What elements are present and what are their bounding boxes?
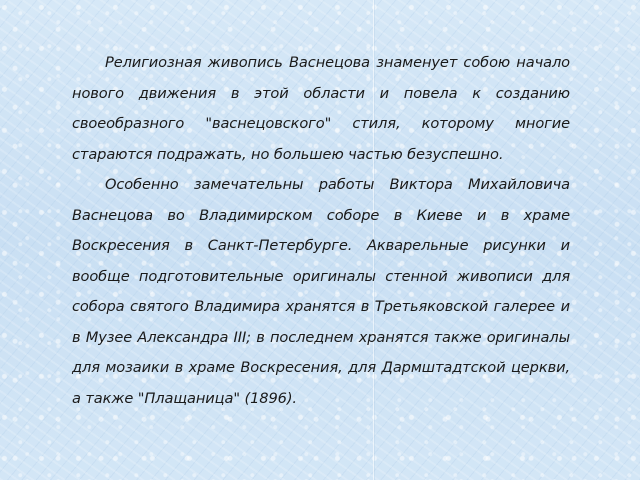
paragraph-1: Религиозная живопись Васнецова знаменует собою начало нового движения в этой области и повела к созданию своеобразного "васнецовского" стиля, которому многие стараются подражать, но большею частью безуспешно. bbox=[72, 54, 570, 163]
text-block bbox=[72, 48, 570, 414]
paragraph-2: Особенно замечательны работы Виктора Михайловича Васнецова во Владимирском соборе в Киеве и в храме Воскресения в Санкт-Петербурге. Акварельные рисунки и вообще подготовительные оригиналы стенной живописи для собора святого Владимира хранятся в Третьяковской галерее и в Музее Александра III; в последнем хранятся также оригиналы для мозаики в храме Воскресения, для Дармштадтской церкви, а также "Плащаница" (1896). bbox=[72, 176, 570, 407]
